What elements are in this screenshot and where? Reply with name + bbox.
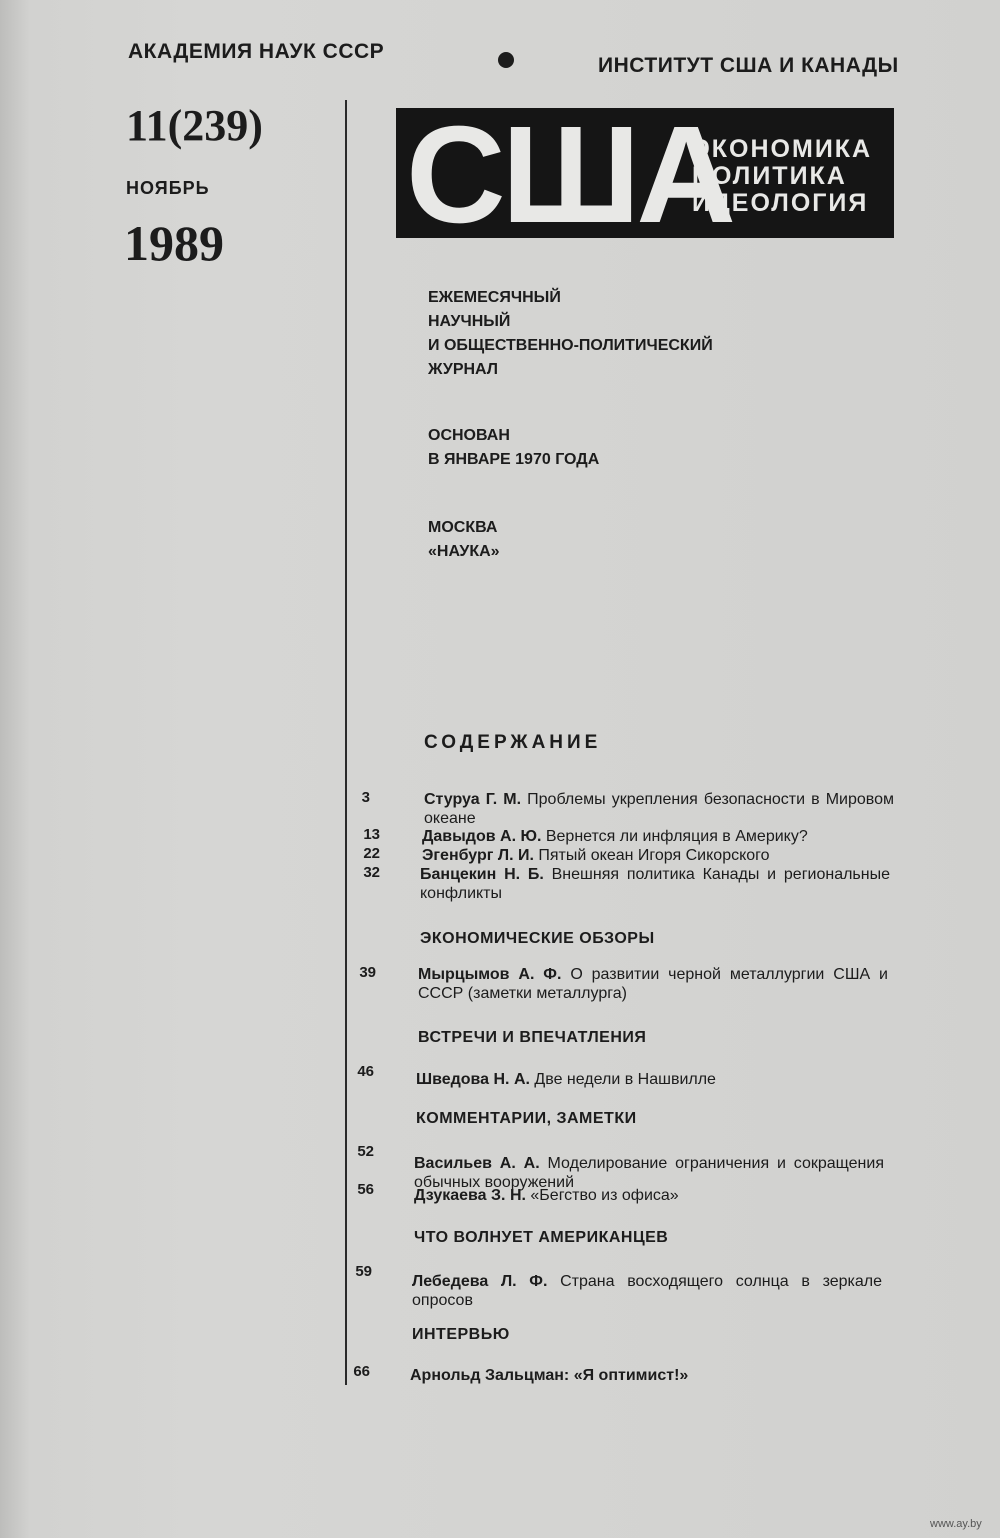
toc-title: СОДЕРЖАНИЕ bbox=[424, 732, 602, 753]
watermark: www.ay.by bbox=[930, 1518, 982, 1530]
toc-article-title: Внешняя политика Канады и региональные конфликты bbox=[420, 866, 891, 902]
logo-subtitle bbox=[692, 136, 872, 217]
toc-page-number: 46 bbox=[357, 1063, 374, 1080]
toc-author: Шведова Н. А. bbox=[416, 1071, 530, 1088]
toc-author: Банцекин Н. Б. bbox=[420, 866, 544, 883]
toc-article-title: О развитии черной металлургии США и СССР (заметки металлурга) bbox=[418, 966, 888, 1002]
toc-author: Эгенбург Л. И. bbox=[422, 847, 534, 864]
toc-article-title: Проблемы укрепления безопасности в Мировом океане bbox=[424, 791, 894, 827]
description-line: ЖУРНАЛ bbox=[428, 361, 499, 378]
toc-entry[interactable] bbox=[422, 827, 892, 846]
toc-author: Васильев А. А. bbox=[414, 1155, 540, 1172]
academy-header: АКАДЕМИЯ НАУК СССР bbox=[128, 40, 385, 63]
toc-page-number: 39 bbox=[359, 964, 376, 981]
toc-entry[interactable] bbox=[414, 1186, 884, 1205]
toc-entry[interactable] bbox=[412, 1272, 882, 1310]
toc-section-heading: ИНТЕРВЬЮ bbox=[412, 1326, 510, 1343]
logo-sub-economics: ЭКОНОМИКА bbox=[692, 135, 873, 163]
toc-article-title: «Бегство из офиса» bbox=[530, 1187, 679, 1204]
toc-entry[interactable] bbox=[418, 965, 888, 1003]
description-line: ЕЖЕМЕСЯЧНЫЙ bbox=[428, 289, 561, 306]
toc-article-title: Пятый океан Игоря Сикорского bbox=[538, 847, 770, 864]
separator-dot-icon bbox=[498, 52, 514, 68]
toc-article-title: Моделирование ограничения и сокращения обычных вооружений bbox=[414, 1155, 884, 1191]
toc-author: Мырцымов А. Ф. bbox=[418, 966, 562, 983]
toc-page-number: 32 bbox=[363, 864, 380, 881]
founded-line: ОСНОВАН bbox=[428, 427, 510, 444]
toc-author: Давыдов А. Ю. bbox=[422, 828, 542, 845]
toc-author: Арнольд Зальцман: bbox=[410, 1367, 570, 1384]
logo-sub-politics: ПОЛИТИКА bbox=[692, 162, 847, 190]
issue-year: 1989 bbox=[124, 215, 224, 271]
toc-article-title: Две недели в Нашвилле bbox=[534, 1071, 716, 1088]
toc-section-heading: ЧТО ВОЛНУЕТ АМЕРИКАНЦЕВ bbox=[414, 1229, 669, 1246]
issue-month: НОЯБРЬ bbox=[126, 178, 210, 198]
toc-author: Лебедева Л. Ф. bbox=[412, 1273, 548, 1290]
toc-page-number: 52 bbox=[357, 1143, 374, 1160]
toc-article-title: Вернется ли инфляция в Америку? bbox=[545, 828, 808, 845]
toc-section-heading: ВСТРЕЧИ И ВПЕЧАТЛЕНИЯ bbox=[418, 1029, 647, 1046]
logo-sub-ideology: ИДЕОЛОГИЯ bbox=[692, 189, 869, 217]
issue-number: 11(239) bbox=[126, 101, 263, 150]
toc-author: Дзукаева З. Н. bbox=[414, 1187, 526, 1204]
toc-page-number: 22 bbox=[363, 845, 380, 862]
toc-page-number: 3 bbox=[361, 789, 370, 806]
toc-page-number: 66 bbox=[353, 1363, 370, 1380]
description-line: И ОБЩЕСТВЕННО-ПОЛИТИЧЕСКИЙ bbox=[428, 337, 713, 354]
toc-page-number: 13 bbox=[363, 826, 380, 843]
toc-article-title: Страна восходящего солнца в зеркале опросов bbox=[412, 1273, 883, 1309]
toc-entry[interactable] bbox=[416, 1070, 886, 1089]
founded-line: В ЯНВАРЕ 1970 ГОДА bbox=[428, 451, 600, 468]
toc-entry[interactable] bbox=[422, 846, 892, 865]
publisher-info bbox=[428, 516, 500, 564]
institute-header: ИНСТИТУТ США И КАНАДЫ bbox=[598, 54, 899, 77]
founded-info bbox=[428, 424, 599, 472]
journal-description bbox=[428, 286, 713, 382]
logo-main-text: США bbox=[406, 98, 732, 252]
description-line: НАУЧНЫЙ bbox=[428, 313, 511, 330]
toc-entry[interactable] bbox=[420, 865, 890, 903]
publisher-city: МОСКВА bbox=[428, 519, 498, 536]
toc-article-title: «Я оптимист!» bbox=[573, 1367, 689, 1384]
toc-author: Стуруа Г. М. bbox=[424, 791, 522, 808]
toc-page-number: 59 bbox=[355, 1263, 372, 1280]
toc-entry[interactable] bbox=[410, 1366, 880, 1385]
toc-entry[interactable] bbox=[424, 790, 894, 828]
journal-logo bbox=[396, 98, 894, 252]
toc-section-heading: ЭКОНОМИЧЕСКИЕ ОБЗОРЫ bbox=[420, 930, 655, 947]
publisher-name: «НАУКА» bbox=[428, 543, 500, 560]
toc-page-number: 56 bbox=[357, 1181, 374, 1198]
toc-section-heading: КОММЕНТАРИИ, ЗАМЕТКИ bbox=[416, 1110, 637, 1127]
